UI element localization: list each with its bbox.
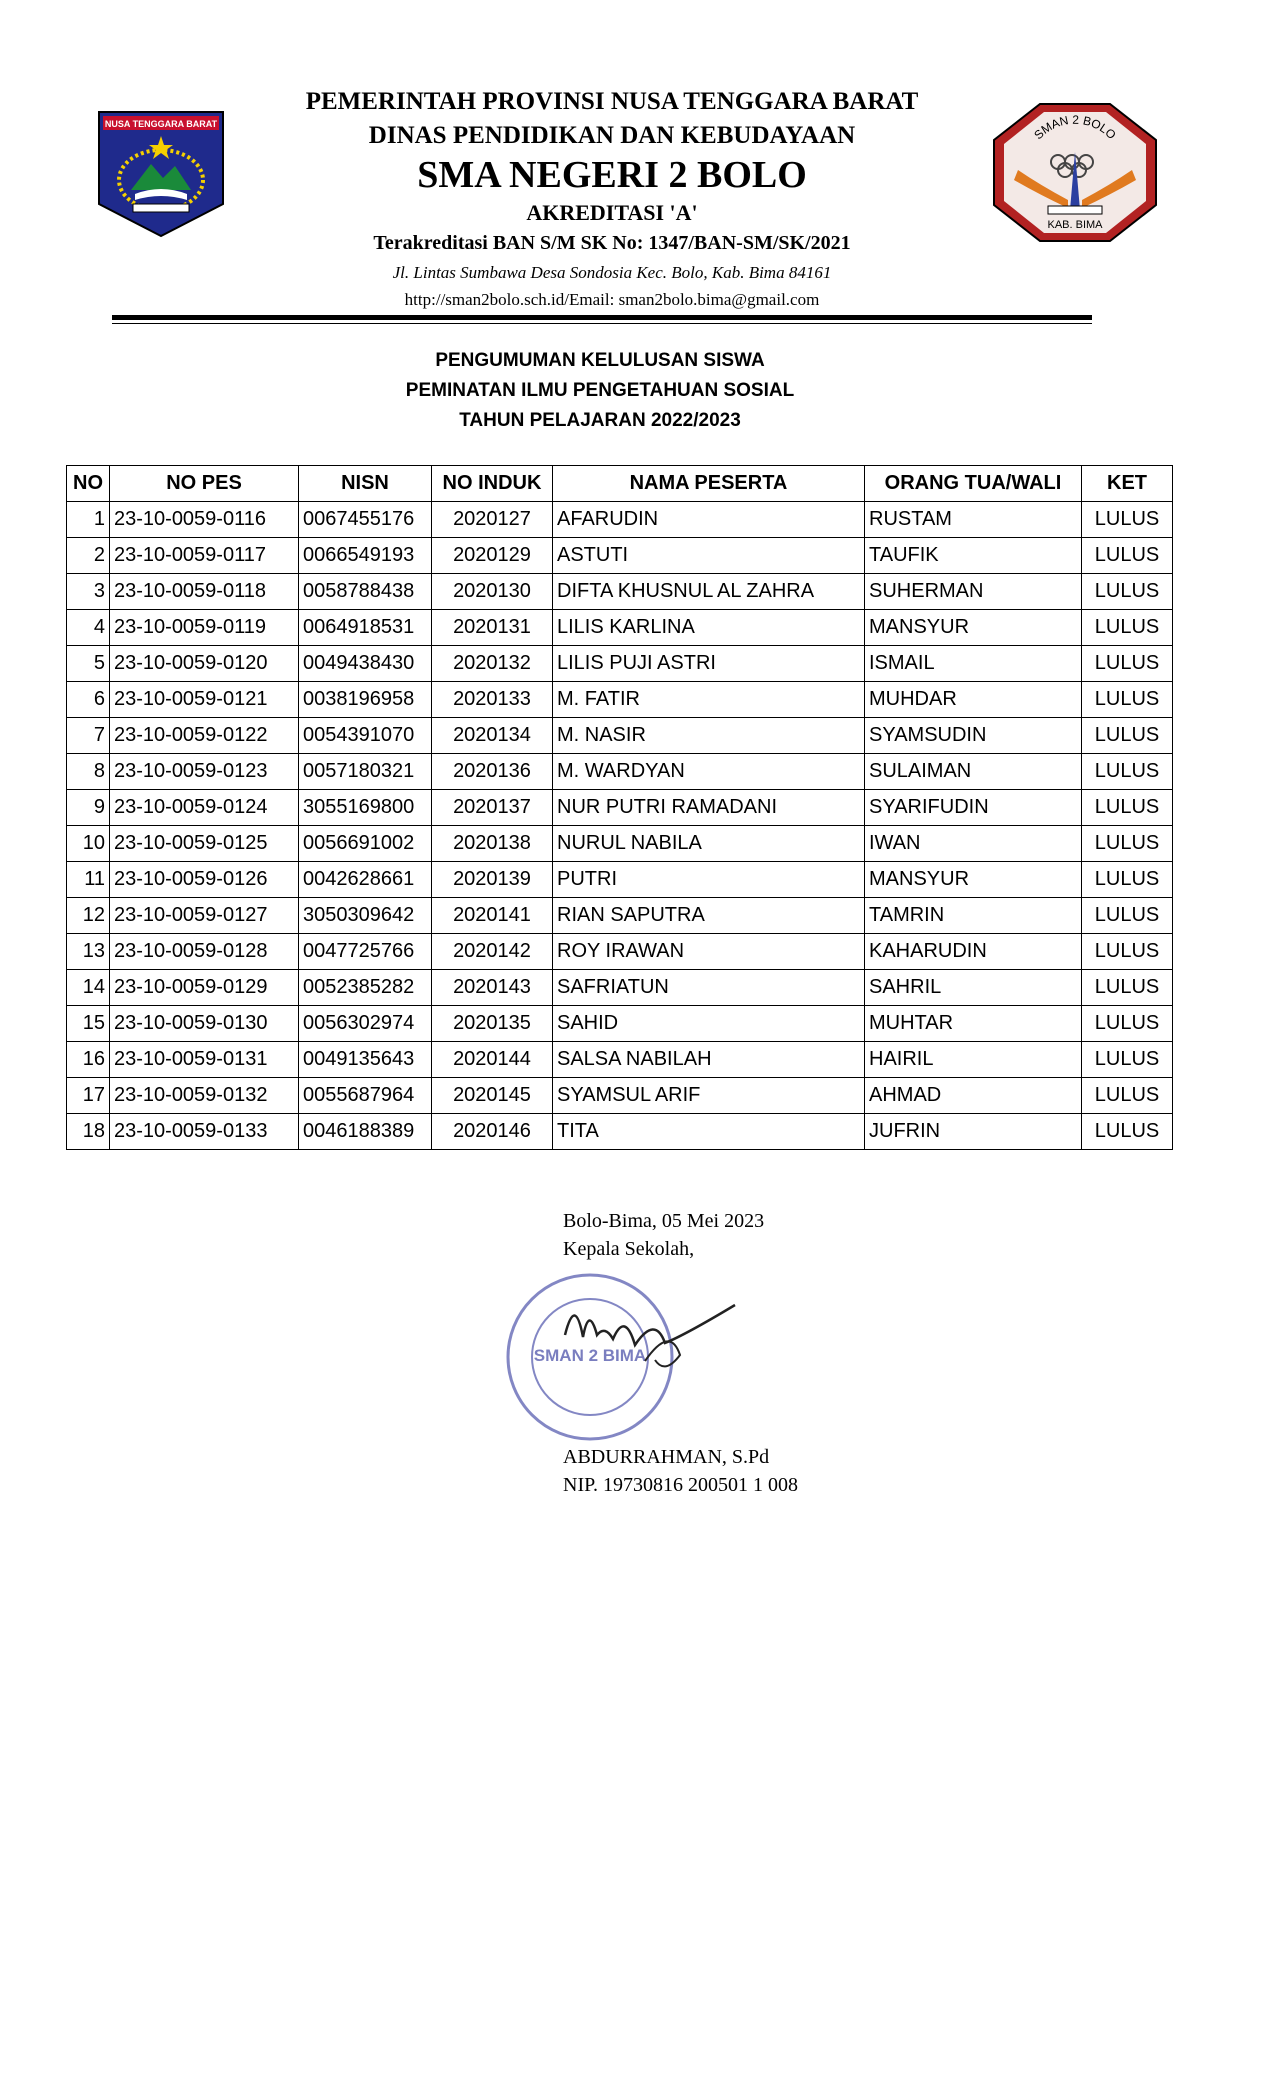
- table-row: [67, 754, 1173, 790]
- cell-no-pes: 23-10-0059-0131: [110, 1042, 299, 1078]
- school-stamp-with-signature: [495, 1265, 775, 1445]
- cell-no-pes: 23-10-0059-0125: [110, 826, 299, 862]
- left-logo-banner-text: NUSA TENGGARA BARAT: [104, 119, 218, 129]
- cell-no-pes: 23-10-0059-0132: [110, 1078, 299, 1114]
- cell-no-induk: 2020138: [432, 826, 553, 862]
- cell-orang-tua-wali: MUHTAR: [865, 1006, 1082, 1042]
- letterhead-address: Jl. Lintas Sumbawa Desa Sondosia Kec. Bolo, Kab. Bima 84161: [392, 263, 832, 282]
- cell-nisn: 0049135643: [299, 1042, 432, 1078]
- announcement-year: TAHUN PELAJARAN 2022/2023: [459, 410, 741, 431]
- cell-ket: LULUS: [1082, 574, 1173, 610]
- cell-nisn: 3055169800: [299, 790, 432, 826]
- cell-ket: LULUS: [1082, 718, 1173, 754]
- cell-ket: LULUS: [1082, 1114, 1173, 1150]
- cell-no: 1: [67, 502, 110, 538]
- table-row: [67, 646, 1173, 682]
- cell-no-induk: 2020130: [432, 574, 553, 610]
- cell-no-pes: 23-10-0059-0121: [110, 682, 299, 718]
- right-logo-bottom-text: KAB. BIMA: [1047, 219, 1103, 231]
- cell-no-induk: 2020137: [432, 790, 553, 826]
- cell-ket: LULUS: [1082, 754, 1173, 790]
- table-row: [67, 574, 1173, 610]
- cell-nisn: 0064918531: [299, 610, 432, 646]
- cell-orang-tua-wali: SYARIFUDIN: [865, 790, 1082, 826]
- cell-no: 9: [67, 790, 110, 826]
- cell-nama-peserta: RIAN SAPUTRA: [553, 898, 865, 934]
- cell-orang-tua-wali: SULAIMAN: [865, 754, 1082, 790]
- cell-nama-peserta: M. WARDYAN: [553, 754, 865, 790]
- cell-nama-peserta: NUR PUTRI RAMADANI: [553, 790, 865, 826]
- cell-no-pes: 23-10-0059-0124: [110, 790, 299, 826]
- cell-ket: LULUS: [1082, 790, 1173, 826]
- cell-no: 10: [67, 826, 110, 862]
- cell-no-pes: 23-10-0059-0122: [110, 718, 299, 754]
- cell-no-pes: 23-10-0059-0119: [110, 610, 299, 646]
- cell-orang-tua-wali: RUSTAM: [865, 502, 1082, 538]
- cell-nama-peserta: ROY IRAWAN: [553, 934, 865, 970]
- stamp-center-text: SMAN 2 BIMA: [533, 1346, 647, 1365]
- cell-orang-tua-wali: SAHRIL: [865, 970, 1082, 1006]
- signature-nip: NIP. 19730816 200501 1 008: [563, 1474, 799, 1496]
- cell-nama-peserta: PUTRI: [553, 862, 865, 898]
- cell-orang-tua-wali: MANSYUR: [865, 610, 1082, 646]
- cell-no: 13: [67, 934, 110, 970]
- cell-no-induk: 2020129: [432, 538, 553, 574]
- table-row: [67, 970, 1173, 1006]
- cell-ket: LULUS: [1082, 538, 1173, 574]
- letterhead-contact: http://sman2bolo.sch.id/Email: sman2bolo.bima@gmail.com: [404, 290, 820, 309]
- cell-no-induk: 2020139: [432, 862, 553, 898]
- cell-nisn: 0054391070: [299, 718, 432, 754]
- cell-ket: LULUS: [1082, 934, 1173, 970]
- cell-orang-tua-wali: ISMAIL: [865, 646, 1082, 682]
- cell-no: 12: [67, 898, 110, 934]
- cell-ket: LULUS: [1082, 682, 1173, 718]
- cell-no: 14: [67, 970, 110, 1006]
- cell-no-induk: 2020135: [432, 1006, 553, 1042]
- cell-nisn: 0055687964: [299, 1078, 432, 1114]
- cell-orang-tua-wali: IWAN: [865, 826, 1082, 862]
- cell-orang-tua-wali: TAUFIK: [865, 538, 1082, 574]
- cell-orang-tua-wali: HAIRIL: [865, 1042, 1082, 1078]
- cell-ket: LULUS: [1082, 502, 1173, 538]
- cell-orang-tua-wali: SYAMSUDIN: [865, 718, 1082, 754]
- cell-ket: LULUS: [1082, 862, 1173, 898]
- letterhead-accreditation-sk: Terakreditasi BAN S/M SK No: 1347/BAN-SM/SK/2021: [373, 232, 851, 254]
- cell-nama-peserta: DIFTA KHUSNUL AL ZAHRA: [553, 574, 865, 610]
- table-row: [67, 610, 1173, 646]
- letterhead-accreditation: AKREDITASI 'A': [526, 200, 698, 225]
- cell-no: 7: [67, 718, 110, 754]
- cell-orang-tua-wali: KAHARUDIN: [865, 934, 1082, 970]
- letterhead-school-name: SMA NEGERI 2 BOLO: [417, 154, 807, 196]
- table-header-row: [67, 466, 1173, 502]
- table-row: [67, 538, 1173, 574]
- cell-no: 11: [67, 862, 110, 898]
- cell-no-pes: 23-10-0059-0126: [110, 862, 299, 898]
- cell-orang-tua-wali: JUFRIN: [865, 1114, 1082, 1150]
- cell-nama-peserta: SALSA NABILAH: [553, 1042, 865, 1078]
- cell-no-induk: 2020134: [432, 718, 553, 754]
- cell-no-pes: 23-10-0059-0123: [110, 754, 299, 790]
- cell-no: 4: [67, 610, 110, 646]
- cell-no-pes: 23-10-0059-0128: [110, 934, 299, 970]
- letterhead-department: DINAS PENDIDIKAN DAN KEBUDAYAAN: [368, 122, 856, 149]
- cell-nama-peserta: LILIS KARLINA: [553, 610, 865, 646]
- cell-nisn: 0046188389: [299, 1114, 432, 1150]
- cell-no-pes: 23-10-0059-0116: [110, 502, 299, 538]
- cell-orang-tua-wali: AHMAD: [865, 1078, 1082, 1114]
- cell-orang-tua-wali: TAMRIN: [865, 898, 1082, 934]
- cell-nama-peserta: AFARUDIN: [553, 502, 865, 538]
- column-header-ket: KET: [1082, 466, 1173, 502]
- cell-nisn: 0058788438: [299, 574, 432, 610]
- table-row: [67, 1114, 1173, 1150]
- cell-ket: LULUS: [1082, 610, 1173, 646]
- cell-nisn: 0038196958: [299, 682, 432, 718]
- cell-nisn: 0047725766: [299, 934, 432, 970]
- cell-nama-peserta: ASTUTI: [553, 538, 865, 574]
- cell-no-pes: 23-10-0059-0127: [110, 898, 299, 934]
- cell-no: 2: [67, 538, 110, 574]
- announcement-title: PENGUMUMAN KELULUSAN SISWA: [435, 350, 765, 371]
- cell-no-induk: 2020142: [432, 934, 553, 970]
- cell-nisn: 0049438430: [299, 646, 432, 682]
- column-header-orang-tua-wali: ORANG TUA/WALI: [865, 466, 1082, 502]
- cell-nisn: 0066549193: [299, 538, 432, 574]
- cell-no: 17: [67, 1078, 110, 1114]
- cell-nama-peserta: SAFRIATUN: [553, 970, 865, 1006]
- table-row: [67, 682, 1173, 718]
- cell-no-induk: 2020145: [432, 1078, 553, 1114]
- cell-nama-peserta: M. FATIR: [553, 682, 865, 718]
- signature-place-date: Bolo-Bima, 05 Mei 2023: [563, 1210, 765, 1232]
- cell-no: 5: [67, 646, 110, 682]
- cell-ket: LULUS: [1082, 1078, 1173, 1114]
- table-row: [67, 790, 1173, 826]
- cell-no-pes: 23-10-0059-0129: [110, 970, 299, 1006]
- cell-no-induk: 2020146: [432, 1114, 553, 1150]
- cell-no-induk: 2020136: [432, 754, 553, 790]
- cell-no-pes: 23-10-0059-0130: [110, 1006, 299, 1042]
- right-logo-top-text: SMAN 2 BOLO: [1031, 112, 1119, 143]
- cell-no-induk: 2020143: [432, 970, 553, 1006]
- cell-ket: LULUS: [1082, 970, 1173, 1006]
- cell-ket: LULUS: [1082, 898, 1173, 934]
- cell-ket: LULUS: [1082, 1042, 1173, 1078]
- cell-nisn: 0056302974: [299, 1006, 432, 1042]
- cell-ket: LULUS: [1082, 1006, 1173, 1042]
- column-header-no-induk: NO INDUK: [432, 466, 553, 502]
- cell-nama-peserta: LILIS PUJI ASTRI: [553, 646, 865, 682]
- cell-orang-tua-wali: MUHDAR: [865, 682, 1082, 718]
- cell-ket: LULUS: [1082, 646, 1173, 682]
- letterhead-province: PEMERINTAH PROVINSI NUSA TENGGARA BARAT: [305, 88, 919, 115]
- table-row: [67, 898, 1173, 934]
- signature-position: Kepala Sekolah,: [563, 1238, 695, 1260]
- column-header-nama-peserta: NAMA PESERTA: [553, 466, 865, 502]
- cell-no-induk: 2020133: [432, 682, 553, 718]
- letterhead-divider-thin: [112, 323, 1092, 324]
- cell-ket: LULUS: [1082, 826, 1173, 862]
- letterhead-divider-thick: [112, 315, 1092, 320]
- table-row: [67, 502, 1173, 538]
- cell-nisn: 0056691002: [299, 826, 432, 862]
- cell-no: 16: [67, 1042, 110, 1078]
- cell-no-pes: 23-10-0059-0117: [110, 538, 299, 574]
- cell-nama-peserta: SAHID: [553, 1006, 865, 1042]
- cell-no: 15: [67, 1006, 110, 1042]
- cell-no: 18: [67, 1114, 110, 1150]
- cell-nisn: 0067455176: [299, 502, 432, 538]
- column-header-nisn: NISN: [299, 466, 432, 502]
- cell-no: 6: [67, 682, 110, 718]
- table-row: [67, 1078, 1173, 1114]
- graduation-results-table: [66, 465, 1173, 1150]
- column-header-no-pes: NO PES: [110, 466, 299, 502]
- cell-nama-peserta: M. NASIR: [553, 718, 865, 754]
- cell-orang-tua-wali: MANSYUR: [865, 862, 1082, 898]
- cell-nama-peserta: SYAMSUL ARIF: [553, 1078, 865, 1114]
- cell-nisn: 3050309642: [299, 898, 432, 934]
- cell-no: 8: [67, 754, 110, 790]
- table-row: [67, 826, 1173, 862]
- cell-no-pes: 23-10-0059-0120: [110, 646, 299, 682]
- cell-no-induk: 2020141: [432, 898, 553, 934]
- signature-name: ABDURRAHMAN, S.Pd: [563, 1446, 770, 1468]
- cell-no-induk: 2020127: [432, 502, 553, 538]
- cell-no-induk: 2020131: [432, 610, 553, 646]
- table-row: [67, 1042, 1173, 1078]
- cell-nisn: 0042628661: [299, 862, 432, 898]
- announcement-subtitle: PEMINATAN ILMU PENGETAHUAN SOSIAL: [405, 380, 795, 401]
- table-row: [67, 1006, 1173, 1042]
- table-row: [67, 718, 1173, 754]
- cell-nisn: 0052385282: [299, 970, 432, 1006]
- table-row: [67, 862, 1173, 898]
- cell-no-induk: 2020132: [432, 646, 553, 682]
- cell-nama-peserta: TITA: [553, 1114, 865, 1150]
- cell-no: 3: [67, 574, 110, 610]
- cell-no-pes: 23-10-0059-0118: [110, 574, 299, 610]
- cell-nama-peserta: NURUL NABILA: [553, 826, 865, 862]
- cell-no-induk: 2020144: [432, 1042, 553, 1078]
- table-body: [67, 502, 1173, 1150]
- cell-no-pes: 23-10-0059-0133: [110, 1114, 299, 1150]
- cell-nisn: 0057180321: [299, 754, 432, 790]
- column-header-no: NO: [67, 466, 110, 502]
- table-row: [67, 934, 1173, 970]
- cell-orang-tua-wali: SUHERMAN: [865, 574, 1082, 610]
